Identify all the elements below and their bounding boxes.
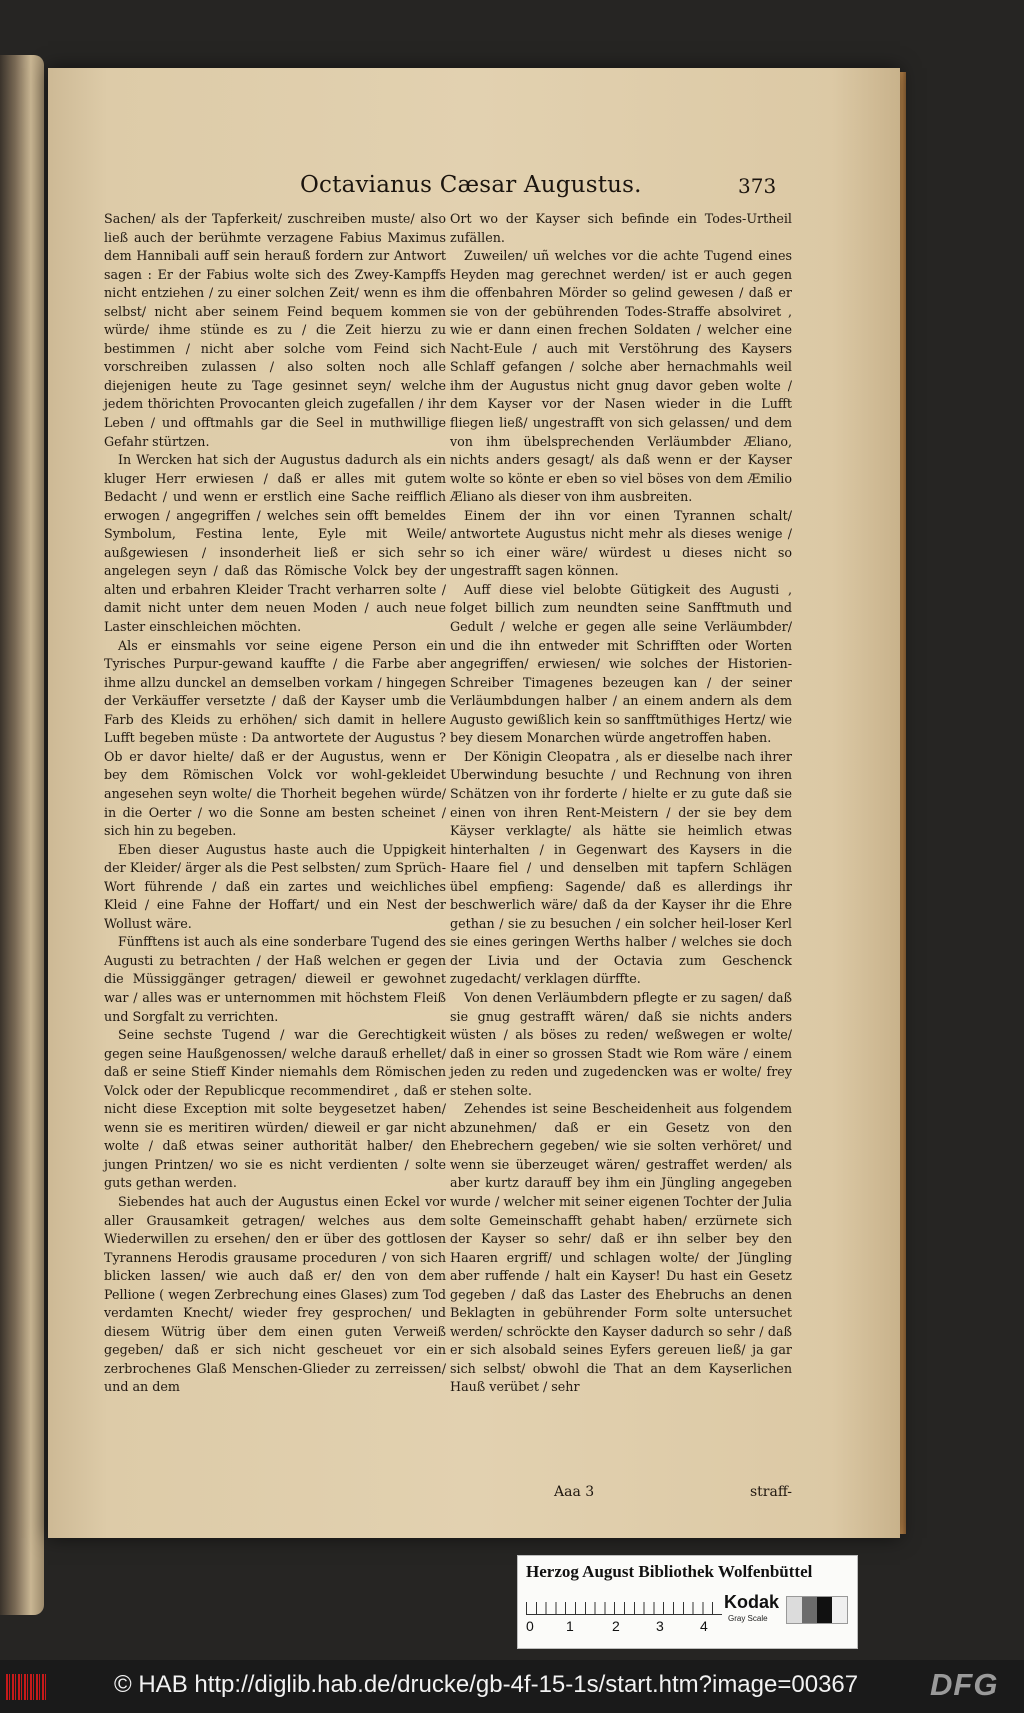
ruler-number: 3 — [656, 1618, 664, 1634]
facing-page-edge — [0, 55, 44, 1615]
page-footer — [48, 1484, 900, 1508]
left-column — [104, 210, 446, 1397]
page-number: 373 — [738, 174, 777, 198]
right-column — [450, 210, 792, 1397]
paragraph: Sachen/ als der Tapferkeit/ zuschreiben muste/ also ließ auch der berühmte verzagene Fabius Maximus dem Hannibali auff sein herauß fordern zur Antwort sagen : Er der Fabius wolte sich des Zwey-Kampffs nicht entziehen / zu einer solchen Zeit/ wenn es ihm selbst/ nicht aber seinem Feind bequem kommen würde/ ihme stünde es zu / die Zeit hierzu zu bestimmen / nicht aber solche vom Feind sich vorschreiben zulassen / also solten noch alle diejenigen heute zu Tage gesinnet seyn/ welche jedem thörichten Provocanten gleich zugefallen / ihr Leben / und offtmahls gar die Seel in muthwillige Gefahr stürtzen. — [104, 211, 446, 449]
paragraph: Als er einsmahls vor seine eigene Person ein Tyrisches Purpur-gewand kauffte / die Farbe aber ihme allzu dunckel an demselben vorkam / hingegen der Verkäuffer versetzte / daß der Kayser umb die Farb des Kleids zu erhöhen/ sich damit in hellere Lufft begeben müste : Da antwortete der Augustus ? Ob er davor hielte/ daß er der Augustus, wenn er bey dem Römischen Volck vor wohl-gekleidet angesehen seyn wolte/ die Thorheit begehen würde/ in die Oerter / wo die Sonne am besten scheinet / sich hin zu begeben. — [104, 637, 446, 839]
page-header — [48, 172, 900, 206]
ruler-numbers — [526, 1618, 726, 1638]
paragraph: Von denen Verläumbdern pflegte er zu sagen/ daß sie gnug gestrafft wären/ daß sie nichts anders wüsten / als böses zu reden/ weßwegen er wolte/ daß in einer so grossen Stadt wie Rom wäre / einem jeden zu reden und zugedencken was er wolte/ frey stehen solte. — [450, 989, 792, 1098]
paragraph: Zuweilen/ uñ welches vor die achte Tugend eines Heyden mag gerechnet werden/ ist er auch gegen die offenbahren Mörder so gelind gewesen / daß er sie von der gebührenden Todes-Straffe absolviret , wie er dann einen frechen Soldaten / welcher eine Nacht-Eule / auch mit Verstöhrung des Kaysers Schlaff gefangen / solche aber hernachmahls weil ihm der Augustus nicht gnug davor geben wolte / dem Kayser vor der Nasen wieder in die Lufft fliegen ließ/ ungestrafft von sich gelassen/ und dem von ihm übelsprechenden Verläumbder Æliano, nichts anders gesagt/ als daß wenn er der Kayser wolte so könte er eben so viel böses von dem Æmilio Æliano als dieser von ihm ausbreiten. — [450, 248, 792, 505]
color-target-card — [517, 1555, 858, 1649]
paragraph: Einem der ihn vor einen Tyrannen schalt/ antwortete Augustus nicht mehr als dieses wenige / so ich einer wäre/ würdest u dieses nicht so ungestrafft sagen können. — [450, 507, 792, 579]
book-page — [48, 68, 900, 1538]
paragraph: In Wercken hat sich der Augustus dadurch als ein kluger Herr erwiesen / daß er alles mit gutem Bedacht / und wenn er erstlich eine Sache reifflich erwogen / angegriffen / welches sein offt bemeldes Symbolum, Festina lente, Eyle mit Weile/ außgewiesen / insonderheit ließ er sich sehr angelegen seyn / daß das Römische Volck bey der alten und erbahren Kleider Tracht verharren solte / damit nicht unter dem neuen Moden / auch neue Laster einschleichen möchten. — [104, 452, 446, 635]
kodak-logo: Kodak — [724, 1592, 780, 1612]
ruler-number: 2 — [612, 1618, 620, 1634]
paragraph: Siebendes hat auch der Augustus einen Eckel vor aller Grausamkeit getragen/ welches aus dem Wiederwillen zu ersehen/ den er über des gottlosen Tyrannens Herodis grausame proceduren / von sich blicken lassen/ wie auch daß er/ den von dem Pellione ( wegen Zerbrechung eines Glases) zum Tod verdamten Knecht/ wieder frey gesprochen/ und diesem Wütrig über dem einen guten Verweiß gegeben/ daß er sich nicht gescheuet vor ein zerbrochenes Glaß Menschen-Glieder zu zerreissen/ und an dem — [104, 1193, 446, 1395]
library-name: Herzog August Bibliothek Wolfenbüttel — [526, 1562, 813, 1581]
paragraph: Fünfftens ist auch als eine sonderbare Tugend des Augusti zu betrachten / der Haß welchen er gegen die Müssiggänger getragen/ dieweil er gewohnet war / alles was er unternommen mit höchstem Fleiß und Sorgfalt zu verrichten. — [104, 934, 446, 1024]
paragraph: Zehendes ist seine Bescheidenheit aus folgendem abzunehmen/ daß er ein Gesetz von den Ehebrechern gegeben/ wie sie solten verhöret/ und wenn sie überzeuget wären/ gestraffet werden/ als aber kurtz darauff bey ihm ein Jüngling angegeben wurde / welcher mit seiner eigenen Tochter der Julia solte Gemeinschafft gehabt haben/ erzürnete sich der Kayser so sehr/ daß er ihn selber bey den Haaren ergriff/ und schlagen wolte/ der Jüngling aber ruffende / halt ein Kayser! Du hast ein Gesetz gegeben / daß das Laster des Ehebruchs an denen Beklagten in gebührender Form solte untersuchet werden/ schröckte den Kayser dadurch so sehr / daß er sich alsobald seines Eyfers gereuen ließ/ ja gar sich selbst/ obwohl die That an dem Kayserlichen Hauß verübet / sehr — [450, 1101, 792, 1395]
hab-logo-icon — [6, 1674, 46, 1700]
scale-ruler — [526, 1592, 722, 1615]
paragraph: Eben dieser Augustus haste auch die Uppigkeit der Kleider/ ärger als die Pest selbsten/ zum Sprüch-Wort führende / daß ein zartes und weichliches Kleid / eine Fahne der Hoffart/ und ein Nest der Wollust wäre. — [104, 841, 446, 931]
source-url[interactable]: © HAB http://diglib.hab.de/drucke/gb-4f-15-1s/start.htm?image=00367 — [114, 1671, 859, 1698]
ruler-number: 0 — [526, 1618, 534, 1634]
paragraph: Seine sechste Tugend / war die Gerechtigkeit gegen seine Haußgenossen/ welche darauß erhellet/ daß er seine Stieff Kinder niemahls dem Römischen Volck oder der Republicque recommendiret , daß er nicht diese Exception mit solte beygesetzet haben/ wenn sie es meritiren würden/ dieweil er gar nicht wolte / daß etwas seiner authorität halber/ den jungen Printzen/ wo sie es nicht verdienten / solte guts gethan werden. — [104, 1027, 446, 1191]
paragraph: Auff diese viel belobte Gütigkeit des Augusti , folget billich zum neundten seine Sanfftmuth und Gedult / welche er gegen alle seine Verläumbder/ und die ihn entweder mit Schrifften oder Worten angegriffen/ erwiesen/ wie solches der Historien-Schreiber Timagenes bezeugen kan / der seiner Verläumbdungen halber / an einem andern als dem Augusto gewißlich kein so sanfftmüthiges Hertz/ wie bey diesem Monarchen würde angetroffen haben. — [450, 581, 792, 746]
ruler-number: 1 — [566, 1618, 574, 1634]
paragraph: Ort wo der Kayser sich befinde ein Todes-Urtheil zufällen. — [450, 211, 792, 245]
gray-scale-label: Gray Scale — [728, 1614, 768, 1623]
catchword: straff- — [750, 1484, 793, 1500]
viewer-footer-bar — [0, 1660, 1024, 1713]
paragraph: Der Königin Cleopatra , als er dieselbe nach ihrer Uberwindung besuchte / und Rechnung von ihren Schätzen von ihr forderte / hielte er zu gute daß sie einen von ihren Rent-Meistern / der sie bey dem Käyser verklagte/ als hätte sie heimlich etwas hinterhalten / in Gegenwart des Kaysers in die Haare fiel / und denselben mit tapfern Schlägen übel empfieng: Sagende/ daß es allerdings ihr beschwerlich wäre/ daß da der Kayser ihr die Ehre gethan / sie zu besuchen / ein solcher heil-loser Kerl sie eines geringen Werths halber / welches sie doch der Livia und der Octavia zum Geschenck zugedacht/ verklagen dürffte. — [450, 748, 792, 987]
signature-mark: Aaa 3 — [554, 1484, 595, 1500]
running-title: Octavianus Cæsar Augustus. — [300, 172, 642, 198]
dfg-logo: DFG — [930, 1667, 999, 1702]
ruler-number: 4 — [700, 1618, 708, 1634]
gray-scale-patches — [786, 1596, 848, 1624]
